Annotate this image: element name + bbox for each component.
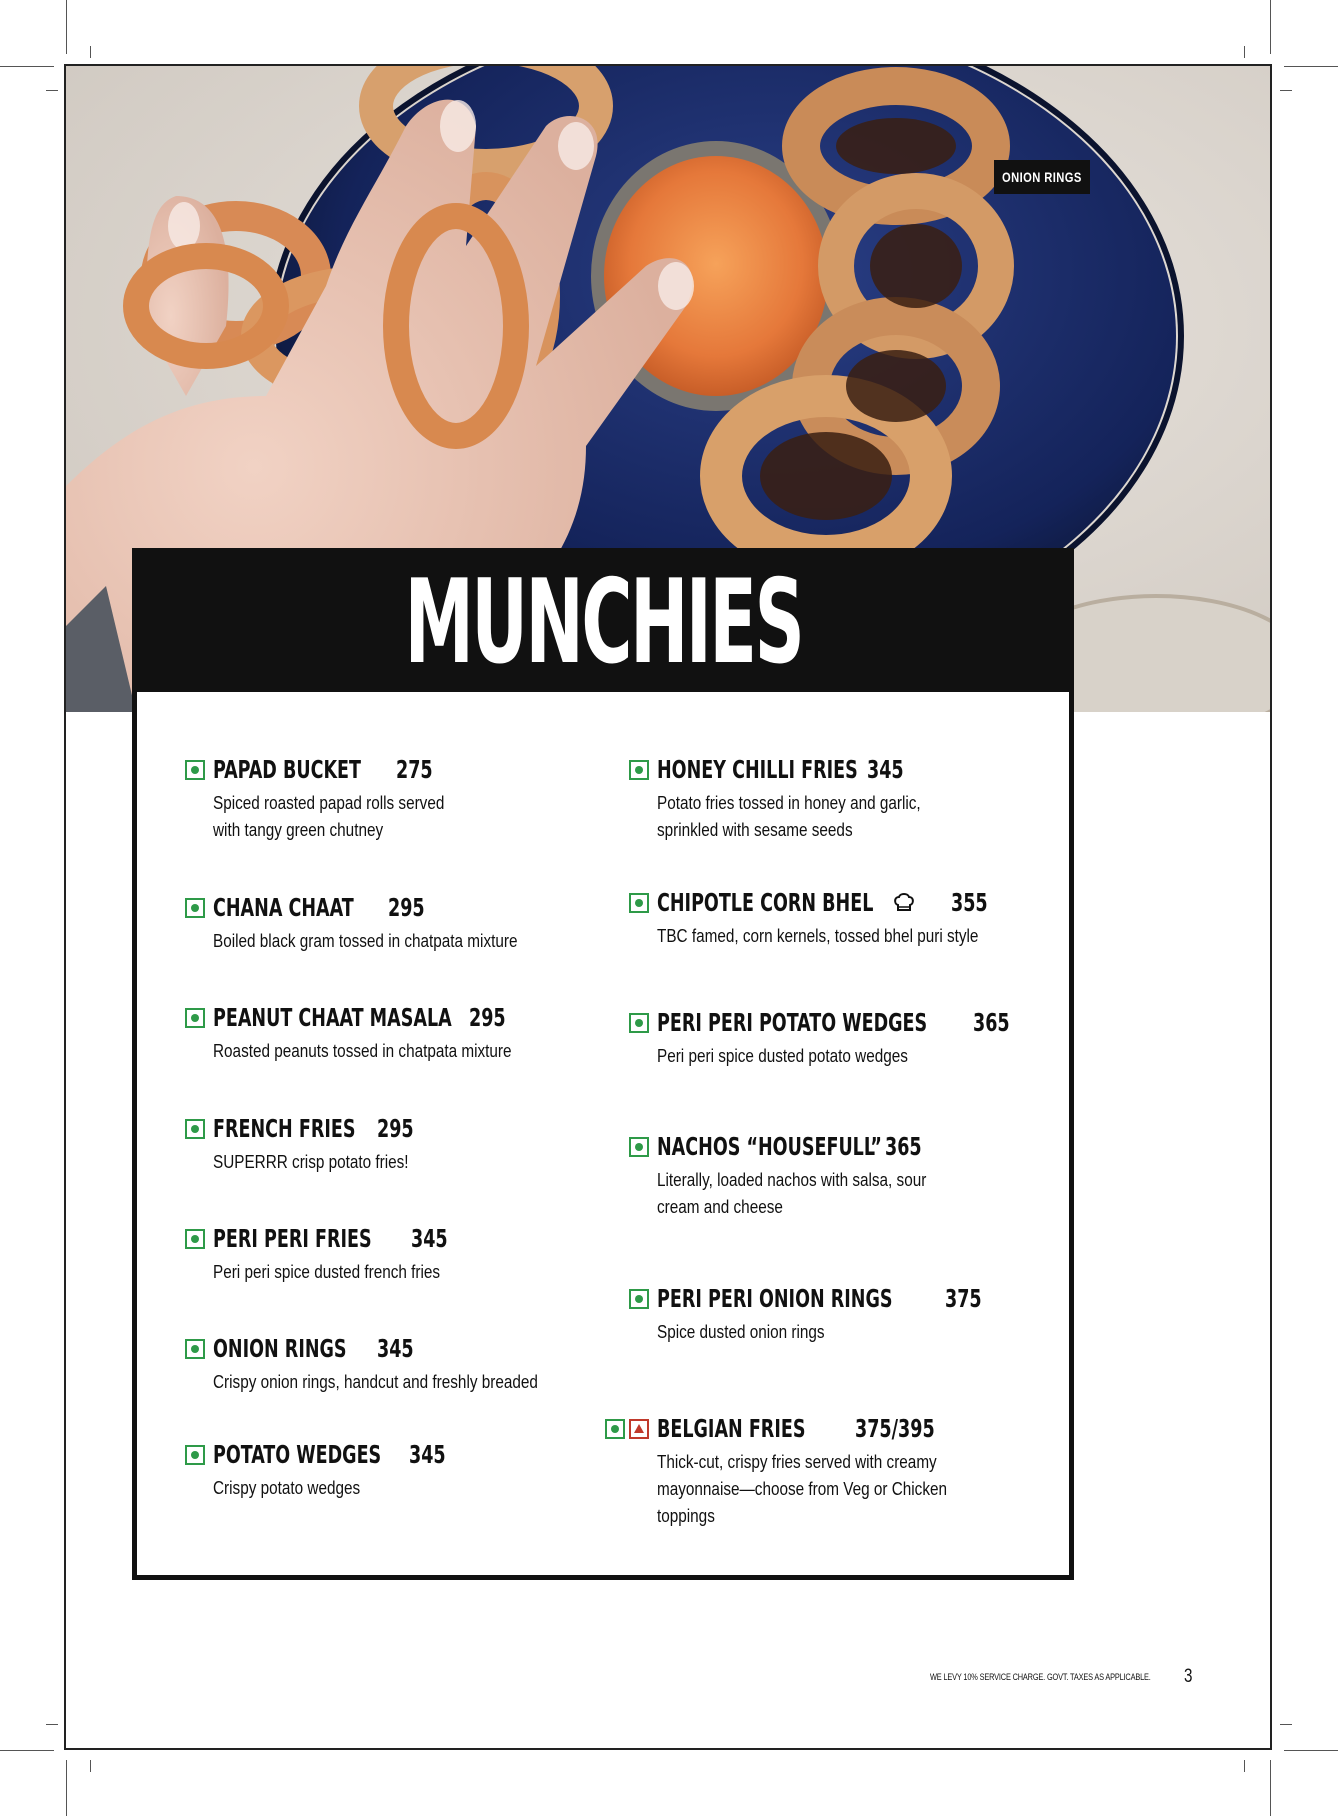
- item-name: NACHOS “HOUSEFULL”: [657, 1132, 882, 1161]
- item-name: FRENCH FRIES: [213, 1114, 356, 1143]
- item-price: 345: [867, 755, 904, 784]
- item-price: 345: [411, 1224, 448, 1253]
- item-price: 375/395: [855, 1414, 935, 1443]
- crop-mark: [1244, 46, 1245, 58]
- veg-icon: [629, 893, 649, 913]
- crop-mark: [1284, 1750, 1338, 1751]
- item-price: 275: [396, 755, 433, 784]
- crop-mark: [46, 90, 58, 91]
- photo-tag: ONION RINGS: [994, 160, 1090, 194]
- veg-icon: [185, 898, 205, 918]
- item-description: TBC famed, corn kernels, tossed bhel puri style: [657, 926, 979, 946]
- crop-mark: [0, 1750, 54, 1751]
- item-name: POTATO WEDGES: [213, 1440, 382, 1469]
- crop-mark: [90, 1760, 91, 1772]
- crop-mark: [1270, 1760, 1271, 1816]
- crop-mark: [66, 1760, 67, 1816]
- item-description: Peri peri spice dusted potato wedges: [657, 1046, 908, 1066]
- item-description: Spice dusted onion rings: [657, 1322, 825, 1342]
- item-description: Roasted peanuts tossed in chatpata mixture: [213, 1041, 512, 1061]
- page-number: 3: [1184, 1666, 1193, 1687]
- veg-icon: [185, 1229, 205, 1249]
- crop-mark: [1270, 0, 1271, 54]
- chef-hat-icon: [893, 891, 915, 915]
- veg-icon: [629, 1137, 649, 1157]
- item-description: SUPERRR crisp potato fries!: [213, 1152, 409, 1172]
- item-description: Literally, loaded nachos with salsa, sour cream and cheese: [657, 1170, 927, 1217]
- item-price: 375: [945, 1284, 982, 1313]
- veg-icon: [185, 760, 205, 780]
- crop-mark: [90, 46, 91, 58]
- veg-icon: [185, 1008, 205, 1028]
- item-name: CHANA CHAAT: [213, 893, 354, 922]
- item-description: Crispy onion rings, handcut and freshly breaded: [213, 1372, 538, 1392]
- item-price: 355: [951, 888, 988, 917]
- item-price: 295: [388, 893, 425, 922]
- veg-icon: [185, 1445, 205, 1465]
- veg-icon: [629, 1013, 649, 1033]
- crop-mark: [1244, 1760, 1245, 1772]
- crop-mark: [1280, 1724, 1292, 1725]
- item-name: PERI PERI POTATO WEDGES: [657, 1008, 928, 1037]
- menu-box: [132, 692, 1074, 1580]
- item-name: PERI PERI FRIES: [213, 1224, 372, 1253]
- item-description: Crispy potato wedges: [213, 1478, 361, 1498]
- item-price: 295: [377, 1114, 414, 1143]
- item-name: PAPAD BUCKET: [213, 755, 361, 784]
- veg-icon: [629, 760, 649, 780]
- item-description: Boiled black gram tossed in chatpata mixture: [213, 931, 518, 951]
- veg-icon: [185, 1119, 205, 1139]
- service-charge-note: WE LEVY 10% SERVICE CHARGE. GOVT. TAXES AS APPLICABLE.: [930, 1672, 1151, 1682]
- munchies-panel: [132, 548, 1074, 1580]
- item-price: 345: [377, 1334, 414, 1363]
- crop-mark: [0, 66, 54, 67]
- item-name: PERI PERI ONION RINGS: [657, 1284, 893, 1313]
- item-price: 345: [409, 1440, 446, 1469]
- item-name: HONEY CHILLI FRIES: [657, 755, 858, 784]
- veg-icon: [629, 1289, 649, 1309]
- item-price: 365: [973, 1008, 1010, 1037]
- veg-icon: [185, 1339, 205, 1359]
- item-price: 365: [885, 1132, 922, 1161]
- item-description: Spiced roasted papad rolls served with tangy green chutney: [213, 793, 445, 840]
- item-name: BELGIAN FRIES: [657, 1414, 806, 1443]
- crop-mark: [1280, 90, 1292, 91]
- section-title: [132, 548, 1074, 698]
- item-price: 295: [469, 1003, 506, 1032]
- veg-icon: [605, 1419, 625, 1439]
- item-description: Potato fries tossed in honey and garlic, sprinkled with sesame seeds: [657, 793, 921, 840]
- crop-mark: [46, 1724, 58, 1725]
- section-title-text: MUNCHIES: [404, 555, 802, 690]
- item-name: PEANUT CHAAT MASALA: [213, 1003, 452, 1032]
- crop-mark: [66, 0, 67, 54]
- crop-mark: [1284, 66, 1338, 67]
- item-description: Peri peri spice dusted french fries: [213, 1262, 441, 1282]
- nonveg-icon: [629, 1419, 649, 1439]
- item-description: Thick-cut, crispy fries served with creamy mayonnaise—choose from Veg or Chicken toppings: [657, 1452, 948, 1526]
- item-name: CHIPOTLE CORN BHEL: [657, 888, 874, 917]
- item-name: ONION RINGS: [213, 1334, 347, 1363]
